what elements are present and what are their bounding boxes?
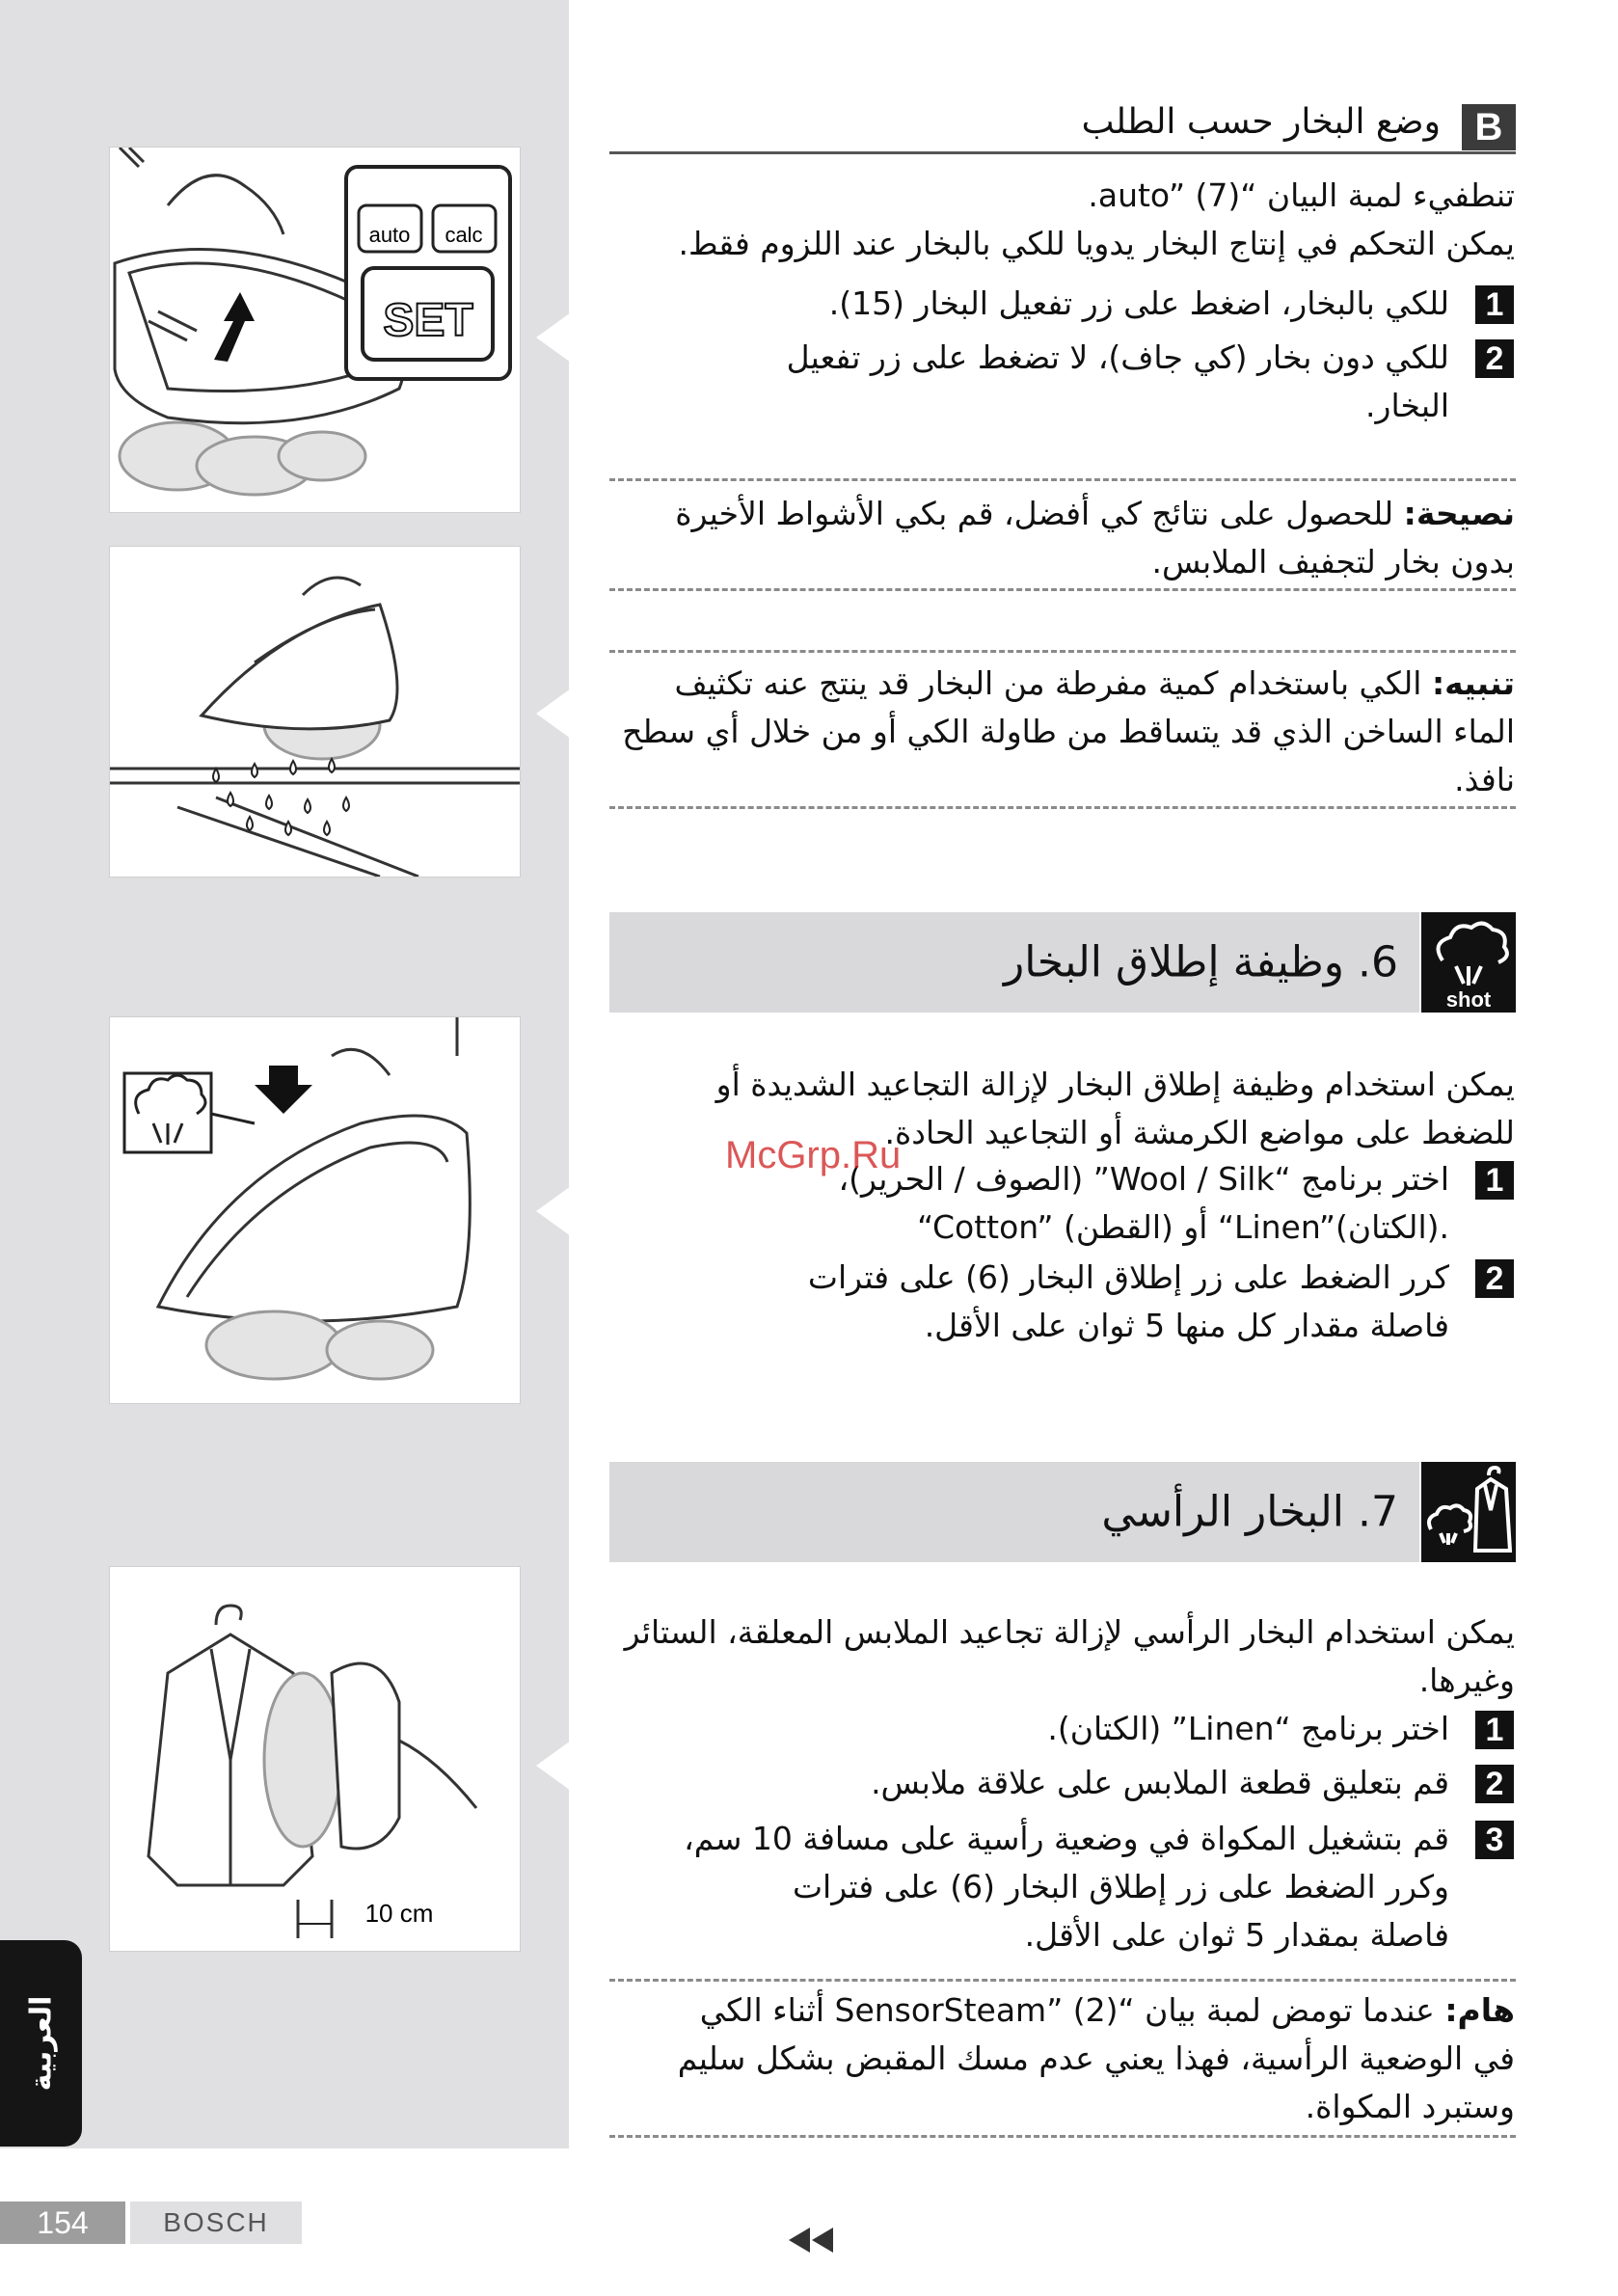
important-line-2: في الوضعية الرأسية، فهذا يعني عدم مسك المقبض بشكل سليم — [677, 2039, 1515, 2077]
divider — [609, 588, 1516, 591]
auto-label: auto — [368, 223, 411, 247]
divider — [609, 806, 1516, 809]
divider — [609, 2135, 1516, 2138]
callout-pointer — [536, 1186, 571, 1236]
page-number: 154 — [0, 2201, 125, 2244]
section-7-title: 7. البخار الرأسي — [1101, 1487, 1398, 1537]
section-6-intro-2: للضغط على مواضع الكرمشة أو التجاعيد الحادة. — [884, 1114, 1515, 1151]
warning-text: الكي باستخدام كمية مفرطة من البخار قد ينتج عنه تكثيف — [674, 664, 1422, 702]
section-7-step-3-line-1: قم بتشغيل المكواة في وضعية رأسية على مسافة 10 سم، — [684, 1820, 1449, 1857]
section-7-step-1: اختر برنامج “Linen” (الكتان). — [1047, 1710, 1449, 1747]
important-text: عندما تومض لمبة بيان “SensorSteam” (2) أثناء الكي — [699, 1991, 1435, 2029]
language-tab[interactable]: العربية — [0, 1940, 82, 2147]
step-number: 1 — [1475, 1711, 1514, 1749]
steam-shot-illustration — [110, 1017, 520, 1403]
important-line-3: وستبرد المكواة. — [1305, 2088, 1515, 2125]
divider — [609, 650, 1516, 653]
callout-pointer — [536, 689, 571, 739]
section-7-step-3-line-3: فاصلة بمقدار 5 ثوان على الأقل. — [1024, 1916, 1449, 1954]
section-7-step-3-line-2: وكرر الضغط على زر إطلاق البخار (6) على فترات — [792, 1868, 1449, 1905]
divider — [609, 478, 1516, 481]
section-b-title: وضع البخار حسب الطلب — [1081, 102, 1441, 142]
iron-dripping-illustration — [110, 547, 520, 877]
section-6-step-2-line-2: فاصلة مقدار كل منها 5 ثوان على الأقل. — [924, 1307, 1449, 1344]
vertical-steam-illustration — [110, 1567, 520, 1951]
vertical-steam-icon — [1421, 1462, 1516, 1562]
section-6-header — [609, 912, 1419, 1013]
important-label: هام: — [1444, 1991, 1515, 2029]
divider — [609, 1979, 1516, 1982]
tip-line-1 — [608, 490, 1515, 537]
section-b-intro-1: تنطفيء لمبة البيان “auto” (7). — [1088, 176, 1515, 214]
down-arrow-icon — [255, 1066, 312, 1114]
shot-label: shot — [1445, 987, 1492, 1012]
section-b-step-2-line-1: للكي دون بخار (كي جاف)، لا تضغط على زر تفعيل — [786, 338, 1449, 376]
iron-steam-illustration — [110, 148, 520, 512]
warning-line-1 — [608, 660, 1515, 707]
step-number: 1 — [1475, 285, 1514, 324]
figure-steam-shot — [109, 1016, 521, 1404]
section-6-intro-1: يمكن استخدام وظيفة إطلاق البخار لإزالة التجاعيد الشديدة أو — [715, 1066, 1515, 1103]
set-label: SET — [383, 295, 473, 346]
section-b-step-2-line-2: البخار. — [1365, 387, 1449, 424]
section-6-title: 6. وظيفة إطلاق البخار — [1004, 937, 1398, 987]
section-7-intro-1: يمكن استخدام البخار الرأسي لإزالة تجاعيد الملابس المعلقة، الستائر — [624, 1613, 1515, 1651]
step-number: 2 — [1475, 1765, 1514, 1803]
shot-steam-icon — [1421, 912, 1516, 1013]
distance-label: 10 cm — [364, 1899, 434, 1928]
section-6-step-1-line-2: “Cotton” (القطن) أو “Linen”(الكتان). — [917, 1208, 1449, 1246]
section-b-header — [609, 100, 1516, 154]
step-number: 2 — [1475, 339, 1514, 378]
important-line-1 — [608, 1986, 1515, 2034]
section-7-intro-2: وغيرها. — [1418, 1661, 1515, 1699]
callout-pointer — [536, 312, 571, 363]
step-number: 3 — [1475, 1821, 1514, 1859]
figure-iron-steam-controls — [109, 147, 521, 513]
figure-vertical-steam — [109, 1566, 521, 1952]
warning-line-2: الماء الساخن الذي قد يتساقط من طاولة الكي أو من خلال أي سطح — [622, 713, 1515, 750]
section-6-step-1-line-1: اختر برنامج “Wool / Silk” (الصوف / الحرير)، — [838, 1160, 1449, 1198]
tip-line-2: بدون بخار لتجفيف الملابس. — [1151, 543, 1515, 581]
section-7-header — [609, 1462, 1419, 1562]
section-7-step-2: قم بتعليق قطعة الملابس على علاقة ملابس. — [871, 1764, 1449, 1801]
section-b-step-1: للكي بالبخار، اضغط على زر تفعيل البخار (15). — [828, 284, 1449, 322]
watermark: McGrp.Ru — [725, 1134, 902, 1176]
warning-line-3: نافذ. — [1454, 761, 1515, 798]
step-number: 2 — [1475, 1259, 1514, 1298]
tip-label: نصيحة: — [1403, 495, 1515, 532]
calc-label: calc — [445, 223, 483, 247]
tip-text: للحصول على نتائج كي أفضل، قم بكي الأشواط الأخيرة — [675, 495, 1394, 532]
section-6-step-2-line-1: كرر الضغط على زر إطلاق البخار (6) على فترات — [807, 1258, 1449, 1296]
brand-label: BOSCH — [130, 2201, 302, 2244]
step-number: 1 — [1475, 1161, 1514, 1200]
section-b-intro-2: يمكن التحكم في إنتاج البخار يدويا للكي بالبخار عند اللزوم فقط. — [678, 225, 1515, 262]
callout-pointer — [536, 1741, 571, 1791]
section-b-badge: B — [1462, 104, 1516, 150]
warning-label: تنبيه: — [1431, 664, 1515, 702]
figure-iron-dripping — [109, 546, 521, 878]
nav-back-arrows-icon[interactable] — [789, 2228, 835, 2253]
